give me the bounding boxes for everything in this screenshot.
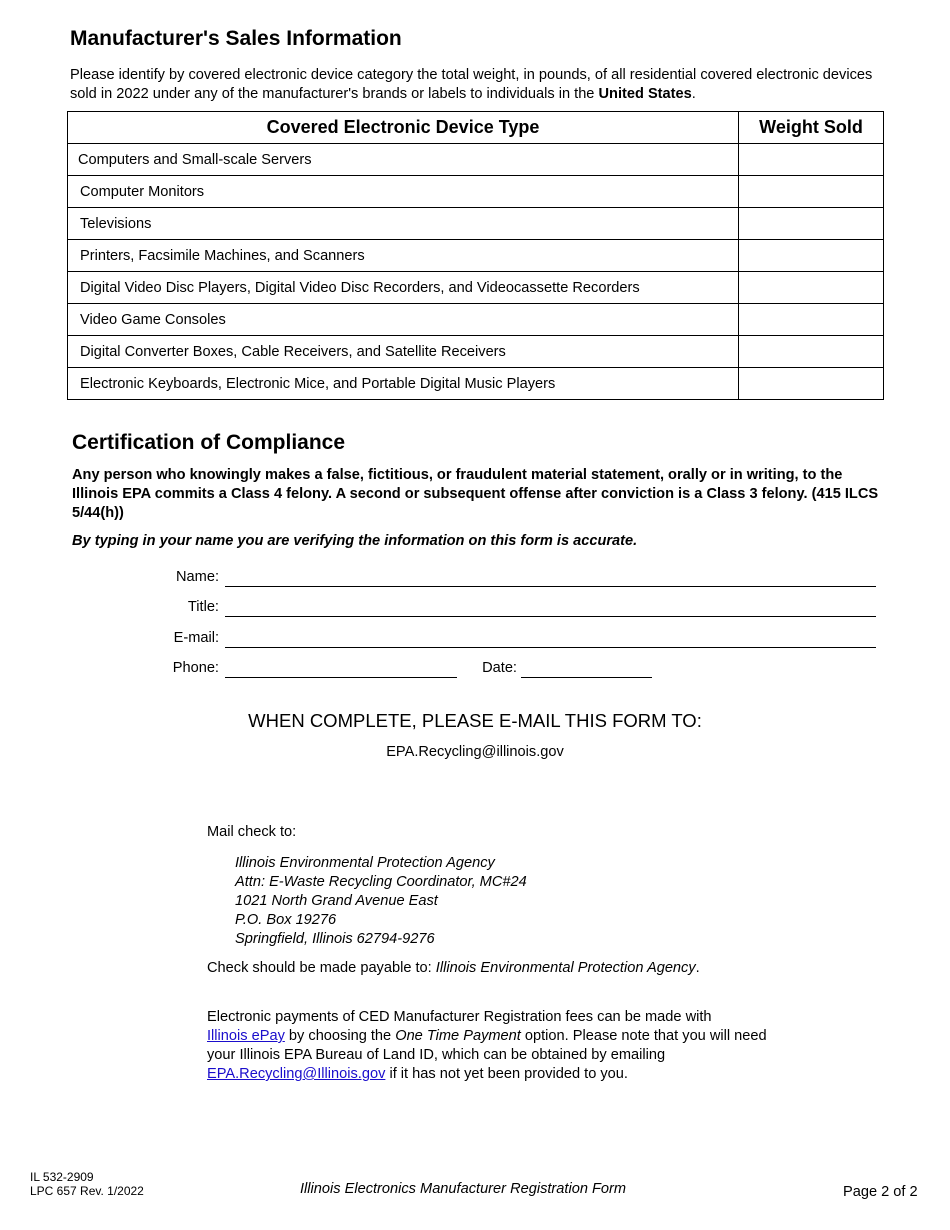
table-row bbox=[68, 304, 884, 336]
intro-country: United States bbox=[598, 86, 692, 102]
felony-warning: Any person who knowingly makes a false, fictitious, or fraudulent material statement, orally or in writing, to the Illinois EPA commits a Class 4 felony. A second or subsequent offense after conviction is a Class 3 felony. (415 ILCS 5/44(h)) bbox=[72, 467, 879, 521]
weight-input-cell[interactable] bbox=[739, 304, 884, 336]
phone-label: Phone: bbox=[172, 660, 219, 676]
phone-field[interactable] bbox=[225, 677, 457, 678]
epay-paragraph: Electronic payments of CED Manufacturer Registration fees can be made with Illinois ePay by choosing the One Time Payment option. Please note that you will need your Illinois EPA Bureau of Land ID, which can be obtained by emailing EPA.Recycling@Illinois.gov if it has not yet been provided to you. bbox=[207, 1009, 767, 1082]
table-row bbox=[68, 272, 884, 304]
mailing-address bbox=[235, 854, 527, 949]
date-field[interactable] bbox=[521, 677, 652, 678]
weight-input-cell[interactable] bbox=[739, 208, 884, 240]
certification-title: Certification of Compliance bbox=[72, 431, 346, 454]
device-type-cell: Digital Converter Boxes, Cable Receivers, and Satellite Receivers bbox=[68, 336, 739, 368]
mail-check-label: Mail check to: bbox=[207, 824, 297, 840]
address-line: Springfield, Illinois 62794-9276 bbox=[235, 931, 435, 947]
payable-name: Illinois Environmental Protection Agency bbox=[435, 960, 696, 976]
illinois-epay-link[interactable]: Illinois ePay bbox=[207, 1028, 285, 1044]
table-row bbox=[68, 368, 884, 400]
weight-input-cell[interactable] bbox=[739, 144, 884, 176]
submit-email: EPA.Recycling@illinois.gov bbox=[386, 744, 564, 760]
device-type-cell: Computers and Small-scale Servers bbox=[68, 144, 739, 176]
form-id: IL 532-2909 bbox=[30, 1170, 94, 1184]
payable-statement: Check should be made payable to: Illinois Environmental Protection Agency. bbox=[207, 960, 700, 976]
form-revision: LPC 657 Rev. 1/2022 bbox=[30, 1184, 144, 1198]
submit-heading: WHEN COMPLETE, PLEASE E-MAIL THIS FORM TO: bbox=[248, 710, 702, 731]
device-type-cell: Televisions bbox=[68, 208, 739, 240]
device-type-cell: Printers, Facsimile Machines, and Scanners bbox=[68, 240, 739, 272]
weight-input-cell[interactable] bbox=[739, 176, 884, 208]
table-row bbox=[68, 336, 884, 368]
form-name: Illinois Electronics Manufacturer Registration Form bbox=[300, 1181, 627, 1197]
table-row bbox=[68, 208, 884, 240]
table-row bbox=[68, 176, 884, 208]
email-label: E-mail: bbox=[173, 630, 219, 646]
device-type-cell: Computer Monitors bbox=[68, 176, 739, 208]
sales-section-title: Manufacturer's Sales Information bbox=[70, 27, 402, 50]
intro-text: Please identify by covered electronic device category the total weight, in pounds, of all residential covered electronic devices sold in 2022 under any of the manufacturer's brands or labels to individuals in the bbox=[70, 67, 873, 102]
email-field[interactable] bbox=[225, 647, 876, 648]
header-device-type: Covered Electronic Device Type bbox=[68, 112, 739, 144]
sales-table bbox=[67, 111, 884, 400]
table-header-row bbox=[68, 112, 884, 144]
address-line: 1021 North Grand Avenue East bbox=[235, 893, 438, 909]
address-line: Illinois Environmental Protection Agency bbox=[235, 855, 495, 871]
device-type-cell: Digital Video Disc Players, Digital Video Disc Recorders, and Videocassette Recorders bbox=[68, 272, 739, 304]
weight-input-cell[interactable] bbox=[739, 336, 884, 368]
one-time-payment-option: One Time Payment bbox=[395, 1028, 521, 1044]
table-row bbox=[68, 144, 884, 176]
recycling-email-link[interactable]: EPA.Recycling@Illinois.gov bbox=[207, 1066, 386, 1082]
date-label: Date: bbox=[482, 660, 517, 676]
address-line: P.O. Box 19276 bbox=[235, 912, 337, 928]
name-label: Name: bbox=[176, 569, 219, 585]
intro-period: . bbox=[691, 86, 696, 102]
table-row bbox=[68, 240, 884, 272]
weight-input-cell[interactable] bbox=[739, 272, 884, 304]
page-number: Page 2 of 2 bbox=[843, 1184, 918, 1200]
address-line: Attn: E-Waste Recycling Coordinator, MC#24 bbox=[235, 874, 527, 890]
weight-input-cell[interactable] bbox=[739, 368, 884, 400]
verify-statement: By typing in your name you are verifying the information on this form is accurate. bbox=[72, 533, 638, 549]
title-field[interactable] bbox=[225, 616, 876, 617]
title-label: Title: bbox=[187, 599, 219, 615]
device-type-cell: Video Game Consoles bbox=[68, 304, 739, 336]
sales-intro bbox=[70, 66, 890, 104]
weight-input-cell[interactable] bbox=[739, 240, 884, 272]
header-weight-sold: Weight Sold bbox=[739, 112, 884, 144]
device-type-cell: Electronic Keyboards, Electronic Mice, and Portable Digital Music Players bbox=[68, 368, 739, 400]
name-field[interactable] bbox=[225, 586, 876, 587]
